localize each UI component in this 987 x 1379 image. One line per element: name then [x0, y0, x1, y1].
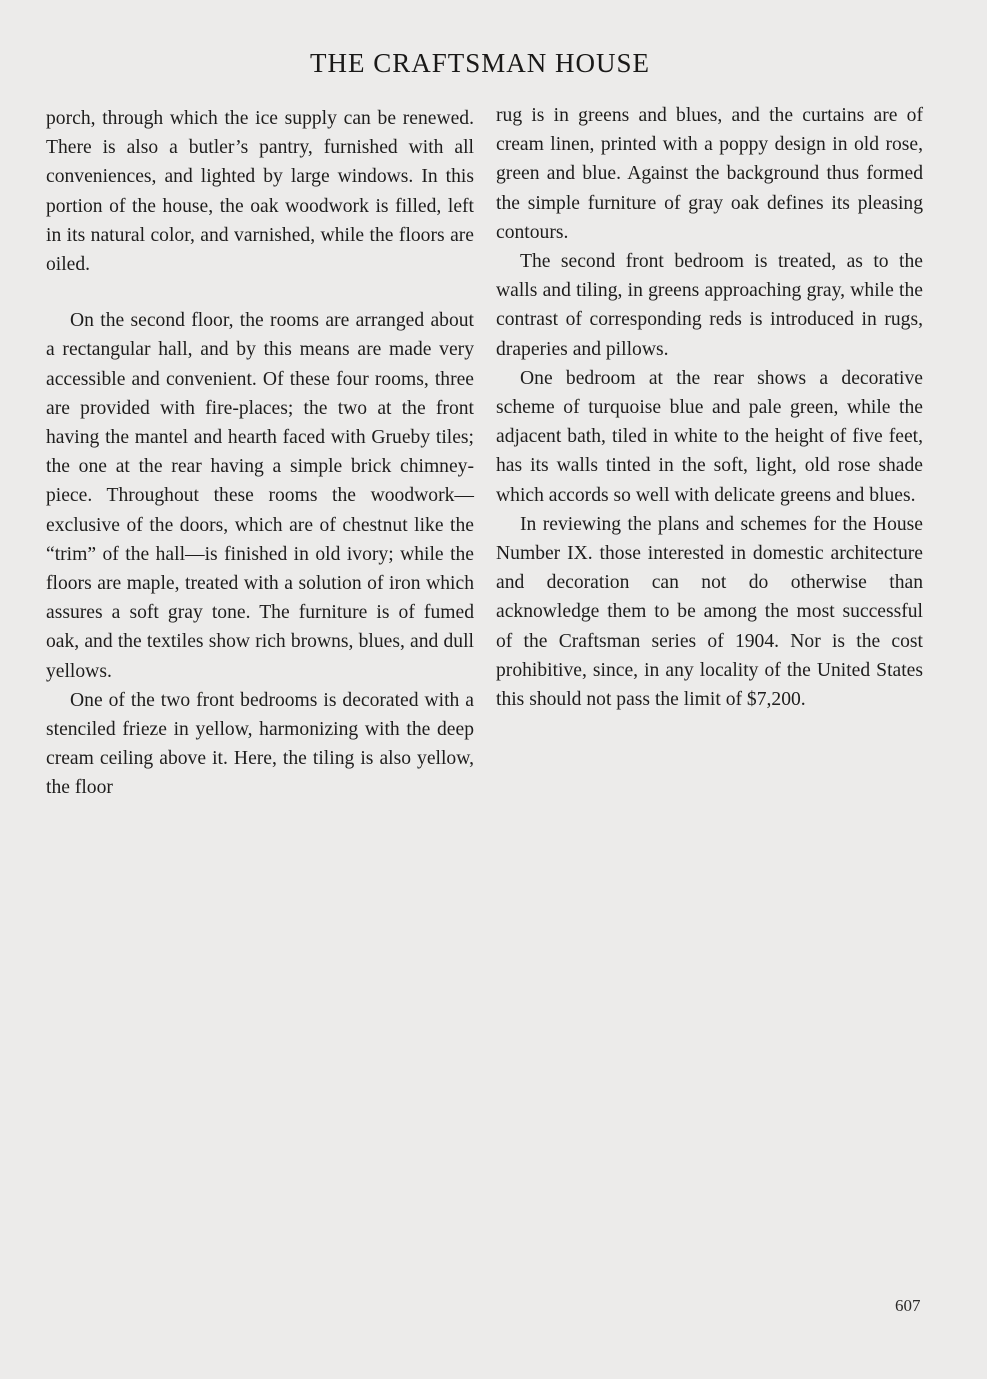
- right-column: [496, 101, 923, 714]
- paragraph-second-floor: On the second floor, the rooms are arranged about a rectangular hall, and by this means are made very accessible and convenient. Of these four rooms, three are provided with fire-places; the two at the front having the mantel and hearth faced with Grueby tiles; the one at the rear having a simple brick chimney-piece. Throughout these rooms the woodwork—exclusive of the doors, which are of chestnut like the “trim” of the hall—is finished in old ivory; while the floors are maple, treated with a solution of iron which assures a soft gray tone. The furniture is of fumed oak, and the textiles show rich browns, blues, and dull yellows.: [46, 310, 474, 682]
- paragraph-front-bedrooms: One of the two front bedrooms is decorated with a stenciled frieze in yellow, harmonizing with the deep cream ceiling above it. Here, the tiling is also yellow, the floor: [46, 689, 474, 799]
- page-title: THE CRAFTSMAN HOUSE: [309, 48, 651, 78]
- paragraph-reviewing-plans: In reviewing the plans and schemes for the House Number IX. those interested in domestic architecture and decoration can not do otherwise than acknowledge them to be among the most successful of the Craftsman series of 1904. Nor is the cost prohibitive, since, in any locality of the United States this should not pass the limit of $7,200.: [496, 513, 923, 711]
- page-number: 607: [895, 1296, 921, 1315]
- paragraph-porch: porch, through which the ice supply can be renewed. There is also a butler’s pantry, furnished with all conveniences, and lighted by large windows. In this portion of the house, the oak woodwork is filled, left in its natural color, and varnished, while the floors are oiled.: [46, 108, 474, 276]
- paragraph-rear-bedroom: One bedroom at the rear shows a decorative scheme of turquoise blue and pale green, while the adjacent bath, tiled in white to the height of five feet, has its walls tinted in the soft, light, old rose shade which accords so well with delicate greens and blues.: [496, 367, 923, 506]
- left-column: [46, 104, 474, 803]
- paragraph-rug: rug is in greens and blues, and the curtains are of cream linen, printed with a poppy design in old rose, green and blue. Against the background thus formed the simple furniture of gray oak defines its pleasing contours.: [496, 105, 923, 243]
- paragraph-second-front-bedroom: The second front bedroom is treated, as to the walls and tiling, in greens approaching gray, while the contrast of corresponding reds is introduced in rugs, draperies and pillows.: [496, 251, 923, 360]
